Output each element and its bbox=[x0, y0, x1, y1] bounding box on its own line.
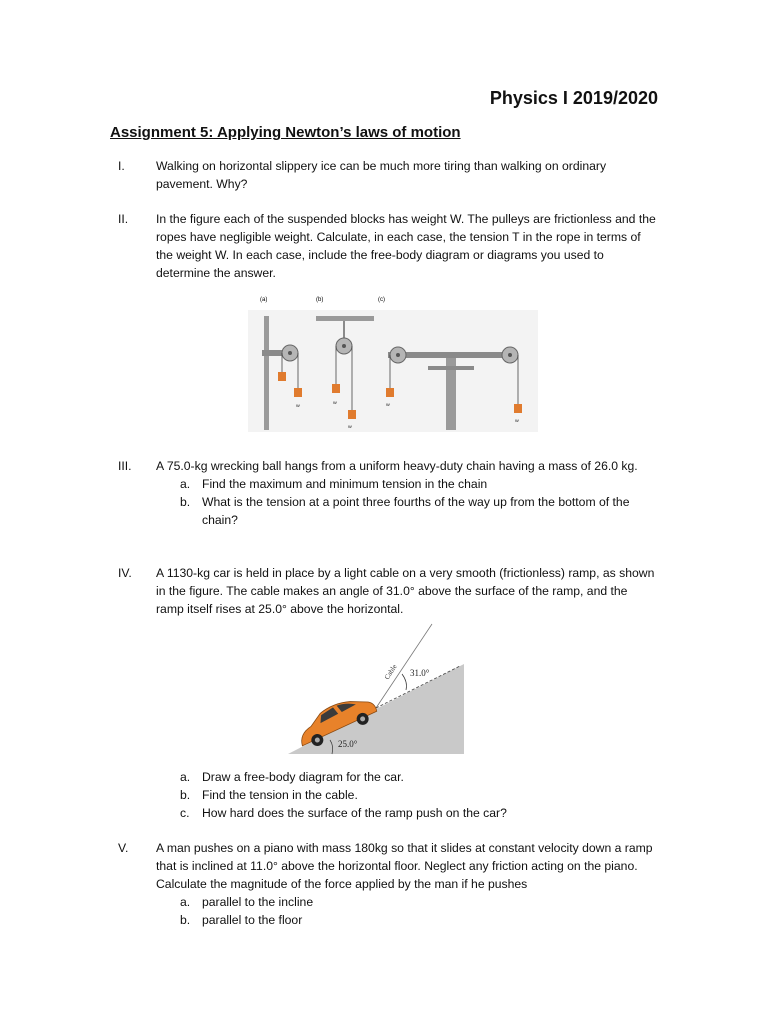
question-number: I. bbox=[118, 159, 125, 173]
weight-block bbox=[294, 388, 302, 397]
part-letter: b. bbox=[180, 913, 191, 927]
weight-label: W bbox=[515, 418, 519, 423]
question-text: Walking on horizontal slippery ice can be much more tiring than walking on ordinary pavement. Why? bbox=[156, 159, 607, 191]
weight-label: W bbox=[333, 400, 337, 405]
part-letter: b. bbox=[180, 495, 191, 509]
question-part bbox=[156, 493, 656, 529]
ramp-angle-label: 25.0° bbox=[338, 739, 358, 749]
assignment-title: Assignment 5: Applying Newton’s laws of motion bbox=[110, 124, 461, 141]
car-ramp-figure bbox=[284, 622, 468, 756]
figure-label-c: (c) bbox=[378, 297, 385, 303]
question-text: In the figure each of the suspended blocks has weight W. The pulleys are frictionless and the ropes have negligible weight. Calculate, in each case, the tension T in the rope in terms of the weight W. In each case, include the free-body diagram or diagrams you used to determine the answer. bbox=[156, 212, 656, 280]
question-number: III. bbox=[118, 459, 132, 473]
question-part bbox=[156, 768, 656, 786]
course-title: Physics I 2019/2020 bbox=[489, 88, 658, 108]
cable-angle-label: 31.0° bbox=[410, 668, 430, 678]
question-text: A man pushes on a piano with mass 180kg so that it slides at constant velocity down a ramp that is inclined at 11.0° above the horizontal floor. Neglect any friction acting on the piano. Calculate the magnitude of the force applied by the man if he pushes bbox=[156, 841, 653, 891]
question-number: IV. bbox=[118, 566, 132, 580]
part-letter: a. bbox=[180, 895, 191, 909]
cable-label: Cable bbox=[382, 663, 399, 682]
part-text: parallel to the incline bbox=[202, 895, 314, 909]
pulley-figure bbox=[248, 292, 538, 432]
weight-block bbox=[348, 410, 356, 419]
weight-label: W bbox=[296, 403, 300, 408]
question-text: A 1130-kg car is held in place by a light cable on a very smooth (frictionless) ramp, as shown in the figure. The cable makes an angle of 31.0° above the surface of the ramp, and the ramp itself rises at 25.0° above the horizontal. bbox=[156, 566, 655, 616]
part-letter: b. bbox=[180, 788, 191, 802]
part-text: parallel to the floor bbox=[202, 913, 303, 927]
question-part bbox=[156, 911, 656, 929]
question-number: II. bbox=[118, 212, 129, 226]
part-text: What is the tension at a point three fourths of the way up from the bottom of the chain? bbox=[202, 495, 630, 527]
part-text: Find the tension in the cable. bbox=[202, 788, 358, 802]
question-part bbox=[156, 893, 656, 911]
question-number: V. bbox=[118, 841, 129, 855]
question-part bbox=[156, 475, 656, 493]
part-text: Find the maximum and minimum tension in the chain bbox=[202, 477, 488, 491]
weight-block bbox=[514, 404, 522, 413]
weight-label: W bbox=[386, 402, 390, 407]
part-letter: a. bbox=[180, 770, 191, 784]
weight-block bbox=[386, 388, 394, 397]
part-letter: a. bbox=[180, 477, 191, 491]
weight-block bbox=[332, 384, 340, 393]
part-text: Draw a free-body diagram for the car. bbox=[202, 770, 404, 784]
figure-label-b: (b) bbox=[316, 297, 324, 303]
question-part bbox=[156, 804, 656, 822]
part-letter: c. bbox=[180, 806, 190, 820]
weight-label: W bbox=[348, 424, 352, 429]
part-text: How hard does the surface of the ramp push on the car? bbox=[202, 806, 507, 820]
question-text: A 75.0-kg wrecking ball hangs from a uniform heavy-duty chain having a mass of 26.0 kg. bbox=[156, 459, 638, 473]
figure-label-a: (a) bbox=[260, 297, 268, 303]
weight-block bbox=[278, 372, 286, 381]
question-part bbox=[156, 786, 656, 804]
